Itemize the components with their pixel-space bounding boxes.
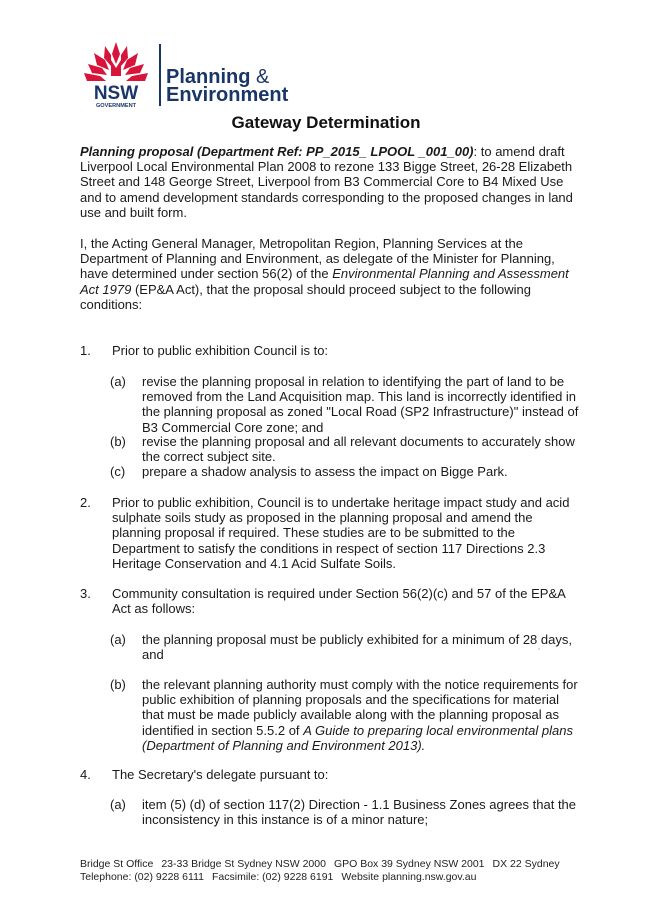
condition-3b-main: the relevant planning authority must comply with the notice requirements for public exhibition of planning proposals and the specifications for material that must be made publicly available along with the planning proposal as identified in section 5.5.2 of <box>142 677 578 738</box>
condition-2-text: Prior to public exhibition, Council is to undertake heritage impact study and acid sulphate soils study as proposed in the planning proposal and amend the planning proposal if required. These studies are to be submitted to the Department to satisfy the conditions in respect of section 117 Directions 2.3 Heritage Conservation and 4.1 Acid Sulfate Soils. <box>112 495 570 571</box>
footer-telephone: (02) 9228 6111 <box>134 871 204 883</box>
guide-title: A Guide to preparing local environmental plans (Department of Planning and Environment 2013). <box>142 722 573 753</box>
logo-nsw-text: NSW <box>93 83 139 104</box>
proposal-colon: : <box>473 144 478 159</box>
condition-4a-text: item (5) (d) of section 117(2) Direction - 1.1 Business Zones agrees that the inconsistency in this instance is of a minor nature; <box>142 797 577 828</box>
condition-1b-label: (b) <box>110 434 126 449</box>
page-title: Gateway Determination <box>231 113 421 132</box>
footer-contact-line <box>80 871 600 884</box>
act-title: Environmental Planning and Assessment Act 1979 <box>80 266 569 297</box>
determination-paragraph <box>80 236 580 312</box>
proposal-reference: Planning proposal (Department Ref: PP_2015_ LPOOL _001_00) <box>80 144 474 159</box>
footer-website-label: Website <box>341 871 380 883</box>
proposal-description: to amend draft Liverpool Local Environmental Plan 2008 to rezone 133 Bigge Street, 26-28 Elizabeth Street and 148 George Street, Liverpool from B3 Commercial Core to B4 Mixed Use and to amend development standards corresponding to the proposed changes in land use and built form. <box>80 144 573 220</box>
condition-4-number: 4. <box>80 767 91 782</box>
footer-telephone-label: Telephone: <box>80 871 132 883</box>
condition-1-text: Prior to public exhibition Council is to: <box>112 343 329 358</box>
footer-office: Bridge St Office <box>80 858 154 870</box>
footer-dx: DX 22 Sydney <box>492 858 560 870</box>
logo-ampersand: & <box>256 66 270 88</box>
condition-4a-label: (a) <box>110 797 126 812</box>
planning-proposal-paragraph <box>80 144 580 220</box>
logo-government-text: GOVERNMENT <box>95 103 137 109</box>
condition-3a-text: the planning proposal must be publicly exhibited for a minimum of 28 days, and <box>142 632 572 663</box>
footer-address-line <box>80 858 600 871</box>
condition-3-number: 3. <box>80 586 91 601</box>
condition-1c-label: (c) <box>110 464 126 479</box>
condition-1-number: 1. <box>80 343 91 358</box>
logo-planning-word: Planning <box>166 66 251 88</box>
logo-divider <box>159 44 161 106</box>
footer-po-box: GPO Box 39 Sydney NSW 2001 <box>333 858 485 870</box>
condition-3b-label: (b) <box>110 677 126 692</box>
condition-3a-label: (a) <box>110 632 126 647</box>
condition-3-text: Community consultation is required under Section 56(2)(c) and 57 of the EP&A Act as follows: <box>112 586 566 617</box>
condition-4-text: The Secretary's delegate pursuant to: <box>112 767 329 782</box>
condition-1c-text: prepare a shadow analysis to assess the impact on Bigge Park. <box>142 464 508 479</box>
nsw-planning-logo <box>76 40 316 112</box>
determination-text-b: (EP&A Act), that the proposal should proceed subject to the following conditions: <box>80 281 531 312</box>
condition-1a-label: (a) <box>110 374 126 389</box>
condition-2-number: 2. <box>80 495 91 510</box>
footer-address: 23-33 Bridge St Sydney NSW 2000 <box>161 858 326 870</box>
determination-text-a: I, the Acting General Manager, Metropolitan Region, Planning Services at the Department of Planning and Environment, as delegate of the Minister for Planning, have determined under section 56(2) of the <box>80 236 555 282</box>
condition-1b-text: revise the planning proposal and all relevant documents to accurately show the correct subject site. <box>142 434 575 465</box>
footer-facsimile-label: Facsimile: <box>211 871 260 883</box>
condition-1a-text: revise the planning proposal in relation to identifying the part of land to be removed from the Land Acquisition map. This land is incorrectly identified in the planning proposal as zoned "Local Road (SP2 Infrastructure)" instead of B3 Commercial Core zone; and <box>142 374 579 435</box>
footer-facsimile: (02) 9228 6191 <box>262 871 334 883</box>
scan-speck <box>538 648 540 650</box>
waratah-logo-icon <box>76 40 156 110</box>
condition-3b-text <box>142 677 582 753</box>
footer-website[interactable]: planning.nsw.gov.au <box>382 871 477 883</box>
logo-environment-text: Environment <box>166 84 289 106</box>
